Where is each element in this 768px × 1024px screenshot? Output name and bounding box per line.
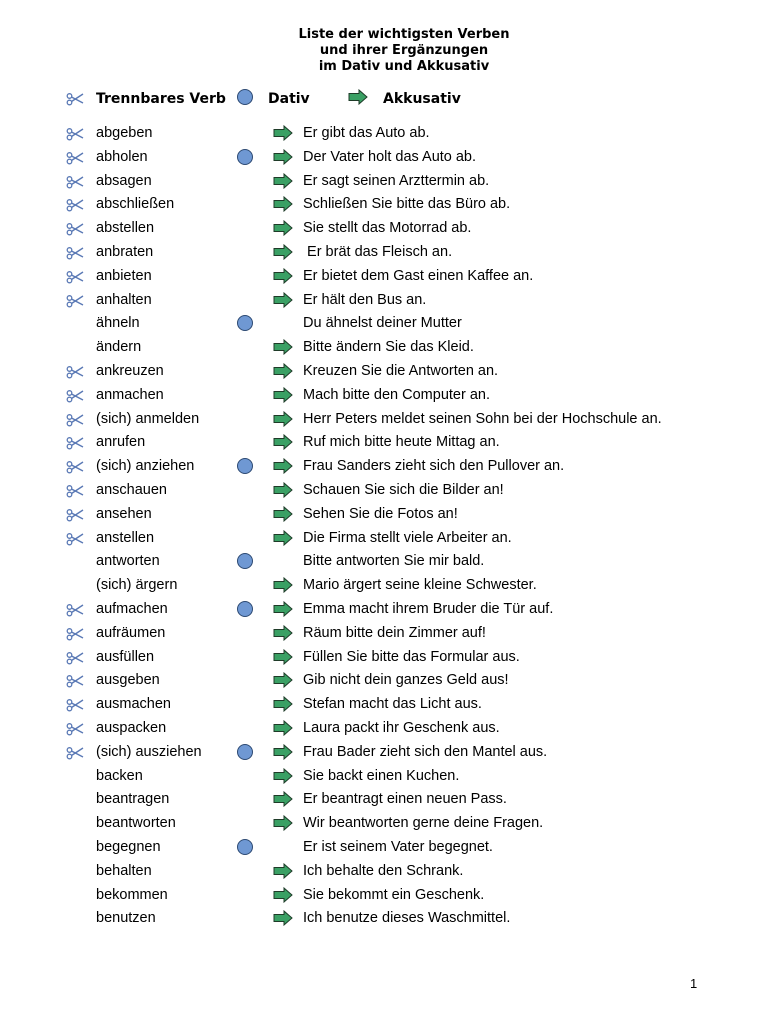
verb-label: absagen <box>96 172 152 189</box>
blue-circle-icon <box>237 839 253 855</box>
green-arrow-icon <box>273 339 293 355</box>
blue-circle-icon <box>237 458 253 474</box>
verb-label: antworten <box>96 553 160 570</box>
scissors-icon <box>66 413 84 427</box>
verb-label: aufmachen <box>96 600 168 617</box>
scissors-icon <box>66 460 84 474</box>
green-arrow-icon <box>273 125 293 141</box>
verb-label: anschauen <box>96 481 167 498</box>
green-arrow-icon <box>273 815 293 831</box>
green-arrow-icon <box>273 149 293 165</box>
verb-row <box>0 216 768 240</box>
green-arrow-icon <box>273 791 293 807</box>
example-sentence: Bitte ändern Sie das Kleid. <box>303 339 474 356</box>
green-arrow-icon <box>273 411 293 427</box>
scissors-icon <box>66 746 84 760</box>
scissors-icon <box>66 389 84 403</box>
verb-row <box>0 859 768 883</box>
verb-label: beantworten <box>96 815 176 832</box>
verb-label: bekommen <box>96 886 168 903</box>
blue-circle-icon <box>237 601 253 617</box>
blue-circle-icon <box>237 553 253 569</box>
scissors-icon <box>66 92 84 106</box>
scissors-icon <box>66 651 84 665</box>
verb-row <box>0 740 768 764</box>
scissors-icon <box>66 127 84 141</box>
blue-circle-icon <box>237 315 253 331</box>
verb-label: (sich) ausziehen <box>96 743 202 760</box>
verb-row <box>0 668 768 692</box>
verb-label: (sich) anziehen <box>96 458 195 475</box>
verb-row <box>0 597 768 621</box>
example-sentence: Frau Bader zieht sich den Mantel aus. <box>303 743 548 760</box>
verb-row <box>0 169 768 193</box>
green-arrow-icon <box>273 363 293 379</box>
verb-label: ausmachen <box>96 696 171 713</box>
verb-row <box>0 240 768 264</box>
verb-row <box>0 121 768 145</box>
verb-row <box>0 573 768 597</box>
scissors-icon <box>66 270 84 284</box>
verb-row <box>0 311 768 335</box>
example-sentence: Laura packt ihr Geschenk aus. <box>303 719 500 736</box>
blue-circle-icon <box>237 744 253 760</box>
example-sentence: Die Firma stellt viele Arbeiter an. <box>303 529 512 546</box>
verb-row <box>0 716 768 740</box>
green-arrow-icon <box>273 625 293 641</box>
example-sentence: Ruf mich bitte heute Mittag an. <box>303 434 500 451</box>
example-sentence: Mario ärgert seine kleine Schwester. <box>303 577 537 594</box>
verb-label: anbraten <box>96 243 154 260</box>
verb-row <box>0 502 768 526</box>
verb-row <box>0 906 768 930</box>
green-arrow-icon <box>273 672 293 688</box>
scissors-icon <box>66 698 84 712</box>
green-arrow-icon <box>273 768 293 784</box>
title-line-2: und ihrer Ergänzungen <box>319 43 489 58</box>
scissors-icon <box>66 294 84 308</box>
verb-label: (sich) ärgern <box>96 577 178 594</box>
legend-separable-label: Trennbares Verb <box>96 91 226 107</box>
verb-row <box>0 288 768 312</box>
verb-label: anmachen <box>96 386 164 403</box>
verb-label: aufräumen <box>96 624 166 641</box>
verb-row <box>0 835 768 859</box>
green-arrow-icon <box>273 458 293 474</box>
example-sentence: Ich benutze dieses Waschmittel. <box>303 910 511 927</box>
scissors-icon <box>66 365 84 379</box>
green-arrow-icon <box>273 720 293 736</box>
green-arrow-icon <box>273 482 293 498</box>
verb-label: ändern <box>96 339 142 356</box>
scissors-icon <box>66 151 84 165</box>
example-sentence: Ich behalte den Schrank. <box>303 862 464 879</box>
verb-label: anhalten <box>96 291 152 308</box>
example-sentence: Er brät das Fleisch an. <box>303 243 453 260</box>
green-arrow-icon <box>273 887 293 903</box>
green-arrow-icon <box>273 244 293 260</box>
verb-row <box>0 645 768 669</box>
green-arrow-icon <box>273 292 293 308</box>
example-sentence: Herr Peters meldet seinen Sohn bei der Hochschule an. <box>303 410 662 427</box>
verb-row <box>0 192 768 216</box>
example-sentence: Er hält den Bus an. <box>303 291 427 308</box>
green-arrow-icon <box>273 173 293 189</box>
green-arrow-icon <box>273 506 293 522</box>
example-sentence: Sie stellt das Motorrad ab. <box>303 220 472 237</box>
example-sentence: Stefan macht das Licht aus. <box>303 696 482 713</box>
example-sentence: Er sagt seinen Arzttermin ab. <box>303 172 490 189</box>
green-arrow-icon <box>273 387 293 403</box>
example-sentence: Sie backt einen Kuchen. <box>303 767 460 784</box>
scissors-icon <box>66 627 84 641</box>
green-arrow-icon <box>273 744 293 760</box>
verb-row <box>0 359 768 383</box>
scissors-icon <box>66 484 84 498</box>
example-sentence: Der Vater holt das Auto ab. <box>303 148 477 165</box>
example-sentence: Er ist seinem Vater begegnet. <box>303 838 493 855</box>
scissors-icon <box>66 532 84 546</box>
verb-label: abschließen <box>96 196 175 213</box>
verb-label: ankreuzen <box>96 362 164 379</box>
verb-row <box>0 764 768 788</box>
verb-row <box>0 383 768 407</box>
scissors-icon <box>66 508 84 522</box>
scissors-icon <box>66 603 84 617</box>
example-sentence: Du ähnelst deiner Mutter <box>303 315 462 332</box>
verb-row <box>0 145 768 169</box>
scissors-icon <box>66 246 84 260</box>
example-sentence: Wir beantworten gerne deine Fragen. <box>303 815 544 832</box>
verb-row <box>0 883 768 907</box>
green-arrow-icon <box>273 601 293 617</box>
verb-label: anstellen <box>96 529 155 546</box>
document-title <box>0 27 768 75</box>
example-sentence: Räum bitte dein Zimmer auf! <box>303 624 486 641</box>
title-line-3: im Dativ und Akkusativ <box>318 59 490 74</box>
verb-label: abgeben <box>96 125 153 141</box>
verb-label: (sich) anmelden <box>96 410 200 427</box>
verb-row <box>0 526 768 550</box>
verb-label: anrufen <box>96 434 146 451</box>
scissors-icon <box>66 222 84 236</box>
scissors-icon <box>66 674 84 688</box>
example-sentence: Emma macht ihrem Bruder die Tür auf. <box>303 600 554 617</box>
example-sentence: Mach bitte den Computer an. <box>303 386 490 403</box>
verb-label: anbieten <box>96 267 152 284</box>
scissors-icon <box>66 436 84 450</box>
verb-label: ansehen <box>96 505 152 522</box>
scissors-icon <box>66 722 84 736</box>
example-sentence: Frau Sanders zieht sich den Pullover an. <box>303 458 565 475</box>
green-arrow-icon <box>273 530 293 546</box>
green-arrow-icon <box>273 268 293 284</box>
green-arrow-icon <box>273 196 293 212</box>
verb-label: ausgeben <box>96 672 160 689</box>
example-sentence: Schauen Sie sich die Bilder an! <box>303 481 504 498</box>
verb-list <box>0 121 768 930</box>
blue-circle-icon <box>237 89 253 105</box>
legend <box>0 89 768 109</box>
verb-label: beantragen <box>96 791 170 808</box>
verb-label: benutzen <box>96 910 156 927</box>
verb-label: abholen <box>96 148 148 165</box>
example-sentence: Gib nicht dein ganzes Geld aus! <box>303 672 509 689</box>
example-sentence: Er beantragt einen neuen Pass. <box>303 791 507 808</box>
example-sentence: Füllen Sie bitte das Formular aus. <box>303 648 520 665</box>
example-sentence: Schließen Sie bitte das Büro ab. <box>303 196 511 213</box>
green-arrow-icon <box>273 434 293 450</box>
green-arrow-icon <box>273 910 293 926</box>
verb-row <box>0 692 768 716</box>
example-sentence: Er gibt das Auto ab. <box>303 125 430 141</box>
example-sentence: Sehen Sie die Fotos an! <box>303 505 458 522</box>
verb-label: begegnen <box>96 838 161 855</box>
verb-row <box>0 454 768 478</box>
green-arrow-icon <box>273 696 293 712</box>
verb-row <box>0 621 768 645</box>
verb-row <box>0 264 768 288</box>
verb-label: backen <box>96 767 143 784</box>
example-sentence: Kreuzen Sie die Antworten an. <box>303 362 499 379</box>
verb-row <box>0 335 768 359</box>
verb-label: ähneln <box>96 315 140 332</box>
green-arrow-icon <box>348 89 368 105</box>
example-sentence: Sie bekommt ein Geschenk. <box>303 886 485 903</box>
example-sentence: Er bietet dem Gast einen Kaffee an. <box>303 267 534 284</box>
legend-accusative-label: Akkusativ <box>383 91 461 107</box>
verb-row <box>0 478 768 502</box>
title-line-1: Liste der wichtigsten Verben <box>298 27 510 42</box>
blue-circle-icon <box>237 149 253 165</box>
verb-label: behalten <box>96 862 152 879</box>
scissors-icon <box>66 198 84 212</box>
legend-dative-label: Dativ <box>268 91 310 107</box>
green-arrow-icon <box>273 220 293 236</box>
verb-row <box>0 430 768 454</box>
green-arrow-icon <box>273 863 293 879</box>
verb-label: ausfüllen <box>96 648 155 665</box>
green-arrow-icon <box>273 649 293 665</box>
verb-row <box>0 811 768 835</box>
scissors-icon <box>66 175 84 189</box>
example-sentence: Bitte antworten Sie mir bald. <box>303 553 485 570</box>
verb-row <box>0 787 768 811</box>
verb-label: auspacken <box>96 719 167 736</box>
verb-row <box>0 407 768 431</box>
verb-label: abstellen <box>96 220 155 237</box>
green-arrow-icon <box>273 577 293 593</box>
page-number: 1 <box>690 976 698 991</box>
verb-row <box>0 549 768 573</box>
